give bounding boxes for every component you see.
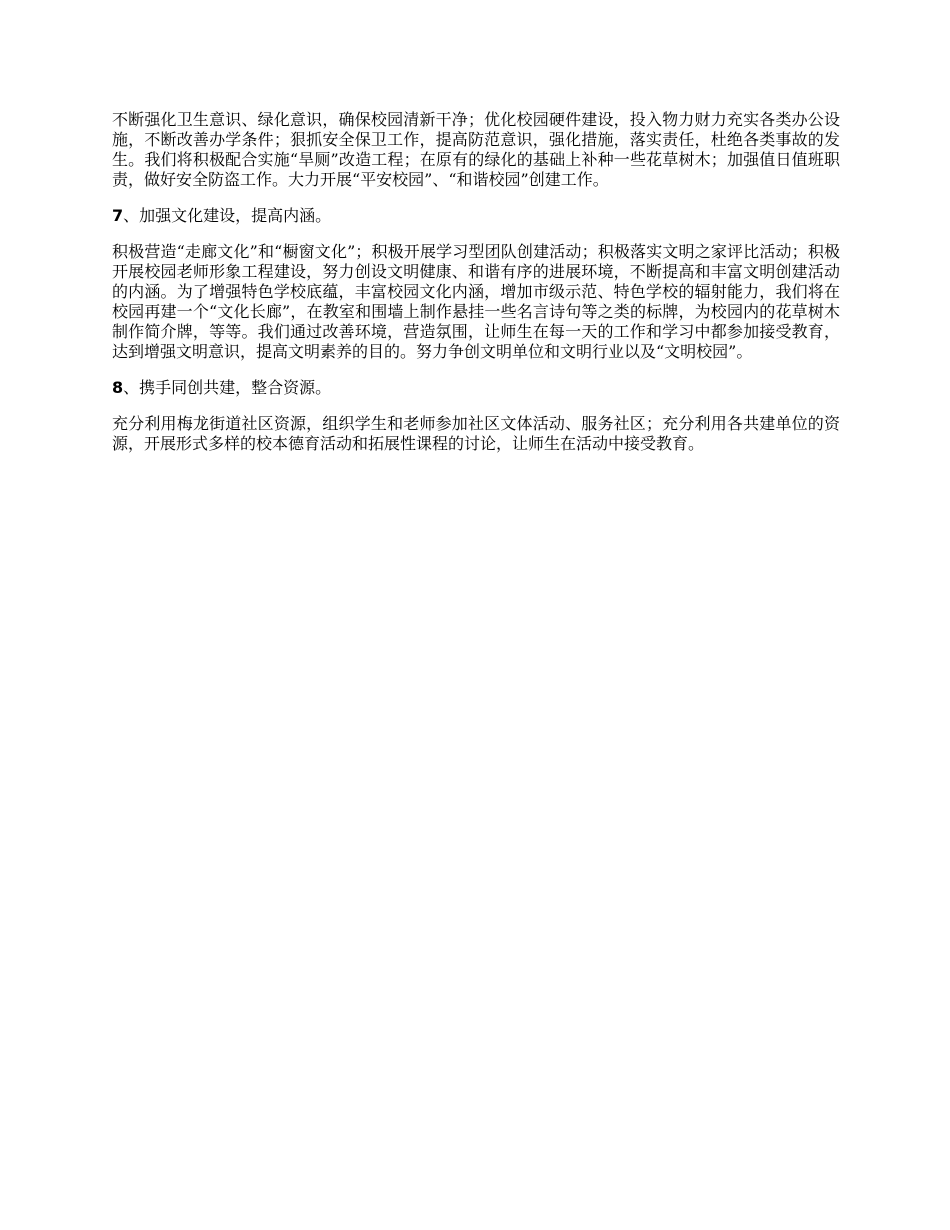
document-page <box>112 110 840 470</box>
paragraph-culture-building: 积极营造“走廊文化”和“橱窗文化”；积极开展学习型团队创建活动；积极落实文明之家评比活动；积极开展校园老师形象工程建设，努力创设文明健康、和谐有序的进展环境，不断提高和丰富文明创建活动的内涵。为了增强特色学校底蕴，丰富校园文化内涵，增加市级示范、特色学校的辐射能力，我们将在校园再建一个“文化长廊”，在教室和围墙上制作悬挂一些名言诗句等之类的标牌，为校园内的花草树木制作简介牌，等等。我们通过改善环境，营造氛围，让师生在每一天的工作和学习中都参加接受教育，达到增强文明意识，提高文明素养的目的。努力争创文明单位和文明行业以及“文明校园”。 <box>112 242 840 361</box>
section-number: 7 <box>112 206 124 225</box>
paragraph-community-resources: 充分利用梅龙街道社区资源，组织学生和老师参加社区文体活动、服务社区；充分利用各共建单位的资源，开展形式多样的校本德育活动和拓展性课程的讨论，让师生在活动中接受教育。 <box>112 414 840 453</box>
section-heading-8 <box>112 378 840 398</box>
paragraph-campus-environment: 不断强化卫生意识、绿化意识，确保校园清新干净；优化校园硬件建设，投入物力财力充实各类办公设施，不断改善办学条件；狠抓安全保卫工作，提高防范意识，强化措施，落实责任，杜绝各类事故的发生。我们将积极配合实施“旱厕”改造工程；在原有的绿化的基础上补种一些花草树木；加强值日值班职责，做好安全防盗工作。大力开展“平安校园”、“和谐校园”创建工作。 <box>112 110 840 189</box>
section-title: 、加强文化建设，提高内涵。 <box>123 206 332 225</box>
section-title: 、携手同创共建，整合资源。 <box>123 378 332 397</box>
section-heading-7 <box>112 206 840 226</box>
section-number: 8 <box>112 378 124 397</box>
